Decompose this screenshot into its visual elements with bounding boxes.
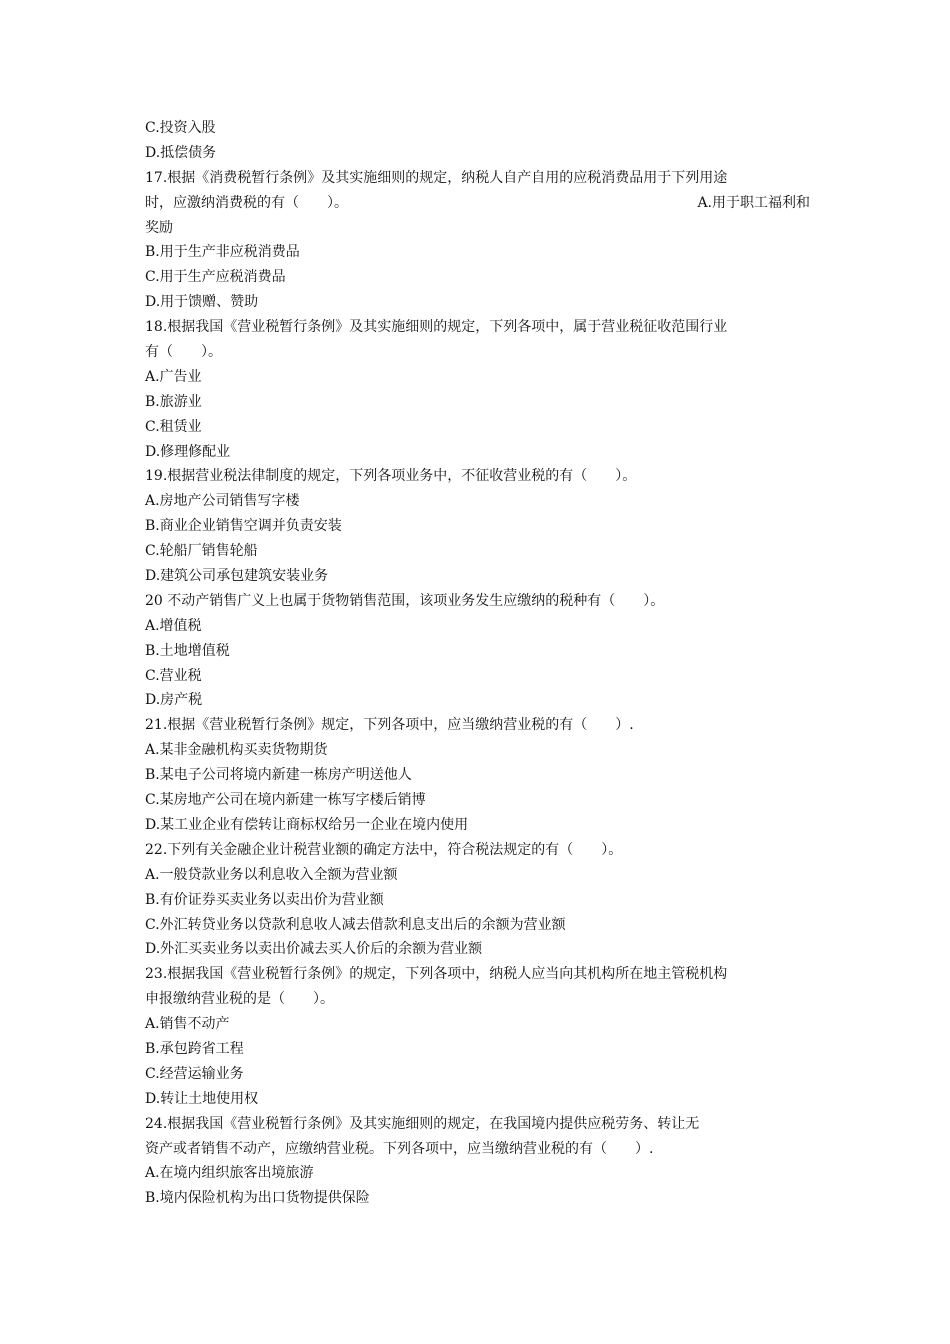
text-line: D.抵偿债务 [145, 144, 217, 161]
question-19-stem: 19.根据营业税法律制度的规定，下列各项业务中，不征收营业税的有（ ）。 [145, 468, 637, 485]
question-23-stem: 23.根据我国《营业税暂行条例》的规定，下列各项中，纳税人应当向其机构所在地主管税机构 [145, 966, 728, 983]
text-line: C.投资入股 [145, 120, 216, 136]
text-line: D.外汇买卖业务以卖出价减去买人价后的余额为营业额 [145, 941, 483, 958]
document-page [145, 116, 810, 1211]
text-line: C.轮船厂销售轮船 [145, 543, 258, 560]
text-line: A.在境内组织旅客出境旅游 [145, 1165, 314, 1182]
question-24-stem: 24.根据我国《营业税暂行条例》及其实施细则的规定，在我国境内提供应税劳务、转让无 [145, 1115, 700, 1132]
text-line: B.有价证券买卖业务以卖出价为营业额 [145, 891, 384, 908]
text-line: C.外汇转贷业务以贷款利息收人减去借款利息支出后的余额为营业额 [145, 916, 566, 933]
question-17-stem: 17.根据《消费税暂行条例》及其实施细则的规定，纳税人自产自用的应税消费品用于下列用途 [145, 169, 728, 186]
text-line: D.房产税 [145, 692, 203, 709]
text-line: B.用于生产非应税消费品 [145, 244, 300, 261]
text-line: D.建筑公司承包建筑安装业务 [145, 568, 329, 585]
text-line: D.用于馈赠、赞助 [145, 294, 259, 311]
text-line: C.租赁业 [145, 418, 202, 435]
question-22-stem: 22.下列有关金融企业计税营业额的确定方法中，符合税法规定的有（ ）。 [145, 841, 623, 858]
text-line: D.某工业企业有偿转让商标权给另一企业在境内使用 [145, 816, 469, 833]
question-18-stem: 18.根据我国《营业税暂行条例》及其实施细则的规定，下列各项中，属于营业税征收范围行业 [145, 319, 728, 336]
text-line: B.旅游业 [145, 393, 202, 410]
text-line: B.土地增值税 [145, 642, 230, 659]
text-segment-left: 时，应激纳消费税的有（ ）。 [145, 194, 348, 211]
question-17-stem-cont [145, 191, 810, 216]
text-line: C.经营运输业务 [145, 1065, 244, 1082]
text-line: B.承包跨省工程 [145, 1040, 244, 1057]
text-line: 有（ ）。 [145, 344, 222, 361]
question-20-stem: 20 不动产销售广义上也属于货物销售范围，该项业务发生应缴纳的税种有（ ）。 [145, 592, 665, 609]
text-line: C.某房地产公司在境内新建一栋写字楼后销博 [145, 792, 426, 809]
text-line: D.转让土地使用权 [145, 1090, 259, 1107]
text-line: A.广告业 [145, 368, 202, 385]
text-line: A.一般贷款业务以利息收入全额为营业额 [145, 866, 398, 883]
text-line: B.某电子公司将境内新建一栋房产明送他人 [145, 767, 412, 784]
text-line: 资产或者销售不动产，应缴纳营业税。下列各项中，应当缴纳营业税的有（ ）. [145, 1140, 654, 1157]
text-line: A.房地产公司销售写字楼 [145, 493, 300, 510]
text-line: A.某非金融机构买卖货物期货 [145, 742, 328, 759]
text-line: C.用于生产应税消费品 [145, 269, 286, 286]
text-line: B.境内保险机构为出口货物提供保险 [145, 1190, 370, 1207]
text-line: 奖励 [145, 219, 173, 236]
text-line: B.商业企业销售空调并负责安装 [145, 518, 342, 535]
text-line: D.修理修配业 [145, 443, 231, 460]
text-line: 申报缴纳营业税的是（ ）。 [145, 991, 334, 1008]
text-line: A.增值税 [145, 617, 202, 634]
text-line: C.营业税 [145, 667, 202, 684]
text-line: A.销售不动产 [145, 1016, 230, 1033]
question-21-stem: 21.根据《营业税暂行条例》规定，下列各项中，应当缴纳营业税的有（ ）. [145, 717, 634, 734]
text-segment-right: A.用于职工福利和 [697, 194, 810, 211]
